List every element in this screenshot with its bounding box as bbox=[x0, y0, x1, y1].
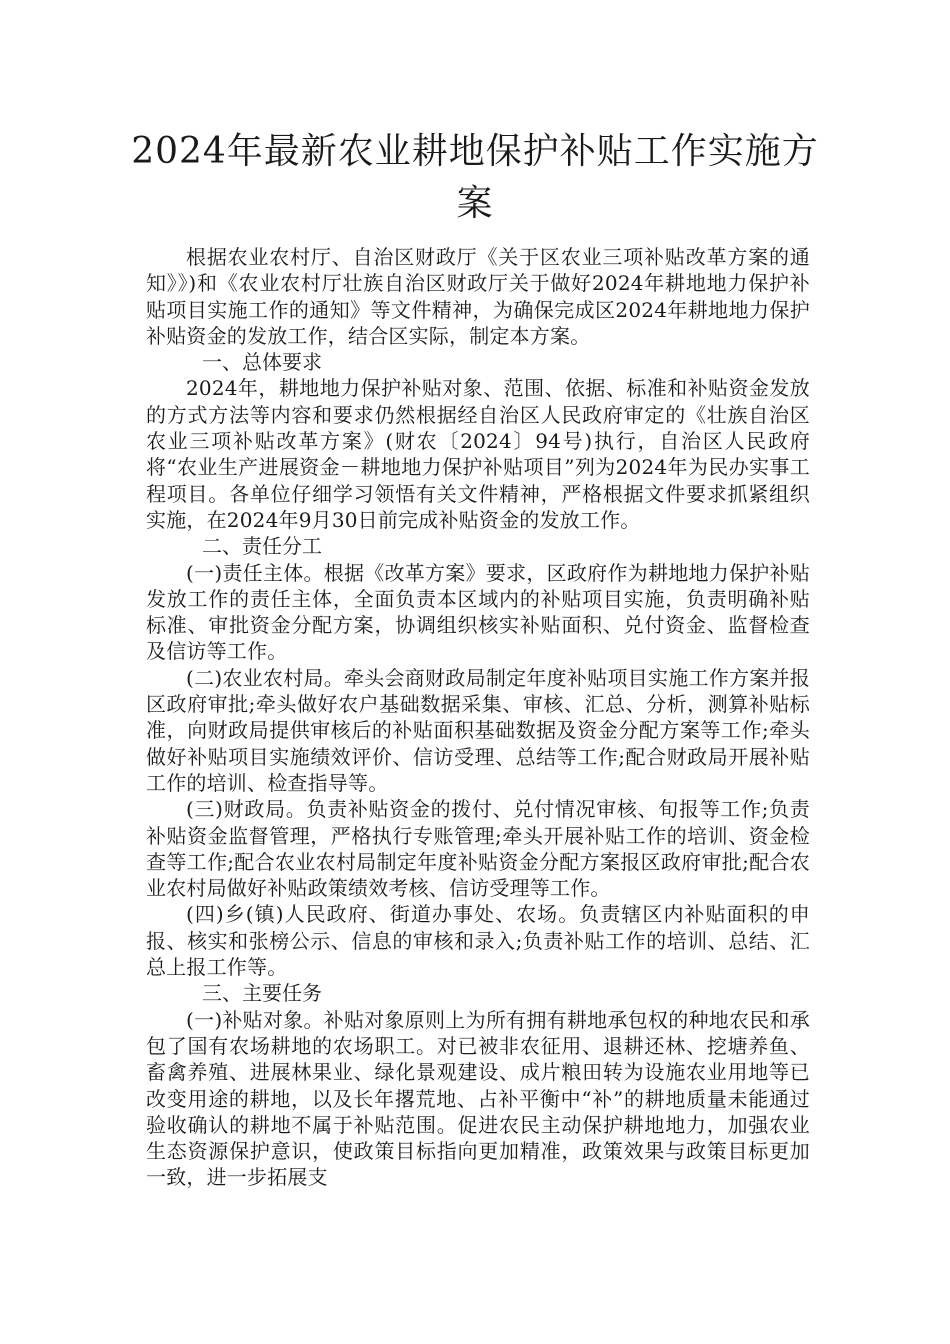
section-heading: 二、责任分工 bbox=[202, 534, 322, 559]
paragraph: (四)乡(镇)人民政府、街道办事处、农场。负责辖区内补贴面积的申报、核实和张榜公示、信息的审核和录入;负责补贴工作的培训、总结、汇总上报工作等。 bbox=[146, 902, 810, 980]
document-title: 2024年最新农业耕地保护补贴工作实施方案 bbox=[131, 131, 819, 224]
paragraph: 2024年，耕地地力保护补贴对象、范围、依据、标准和补贴资金发放的方式方法等内容和要求仍然根据经自治区人民政府审定的《壮族自治区农业三项补贴改革方案》(财农〔2024〕94号)执行，自治区人民政府将“农业生产进展资金－耕地地力保护补贴项目”列为2024年为民办实事工程项目。各单位仔细学习领悟有关文件精神，严格根据文件要求抓紧组织实施，在2024年9月30日前完成补贴资金的发放工作。 bbox=[146, 376, 810, 532]
paragraph: (三)财政局。负责补贴资金的拨付、兑付情况审核、旬报等工作;负责补贴资金监督管理，严格执行专账管理;牵头开展补贴工作的培训、资金检查等工作;配合农业农村局制定年度补贴资金分配方案报区政府审批;配合农业农村局做好补贴政策绩效考核、信访受理等工作。 bbox=[146, 797, 810, 901]
paragraph: 根据农业农村厅、自治区财政厅《关于区农业三项补贴改革方案的通知》》)和《农业农村厅壮族自治区财政厅关于做好2024年耕地地力保护补贴项目实施工作的通知》等文件精神，为确保完成区2024年耕地地力保护补贴资金的发放工作，结合区实际，制定本方案。 bbox=[146, 245, 810, 348]
section-heading: 一、总体要求 bbox=[202, 350, 322, 375]
section-heading: 三、主要任务 bbox=[202, 981, 322, 1006]
paragraph: (二)农业农村局。牵头会商财政局制定年度补贴项目实施工作方案并报区政府审批;牵头做好农户基础数据采集、审核、汇总、分析，测算补贴标准，向财政局提供审核后的补贴面积基础数据及资金分配方案等工作;牵头做好补贴项目实施绩效评价、信访受理、总结等工作;配合财政局开展补贴工作的培训、检查指导等。 bbox=[146, 665, 810, 795]
paragraph: (一)责任主体。根据《改革方案》要求，区政府作为耕地地力保护补贴发放工作的责任主体，全面负责本区域内的补贴项目实施，负责明确补贴标准、审批资金分配方案，协调组织核实补贴面积、兑付资金、监督检查及信访等工作。 bbox=[146, 560, 810, 664]
paragraph: (一)补贴对象。补贴对象原则上为所有拥有耕地承包权的种地农民和承包了国有农场耕地的农场职工。对已被非农征用、退耕还林、挖塘养鱼、畜禽养殖、进展林果业、绿化景观建设、成片粮田转为设施农业用地等已改变用途的耕地，以及长年撂荒地、占补平衡中“补”的耕地质量未能通过验收确认的耕地不属于补贴范围。促进农民主动保护耕地地力，加强农业生态资源保护意识，使政策目标指向更加精准，政策效果与政策目标更加一致，进一步拓展支 bbox=[146, 1007, 810, 1190]
document-body bbox=[146, 244, 810, 1191]
